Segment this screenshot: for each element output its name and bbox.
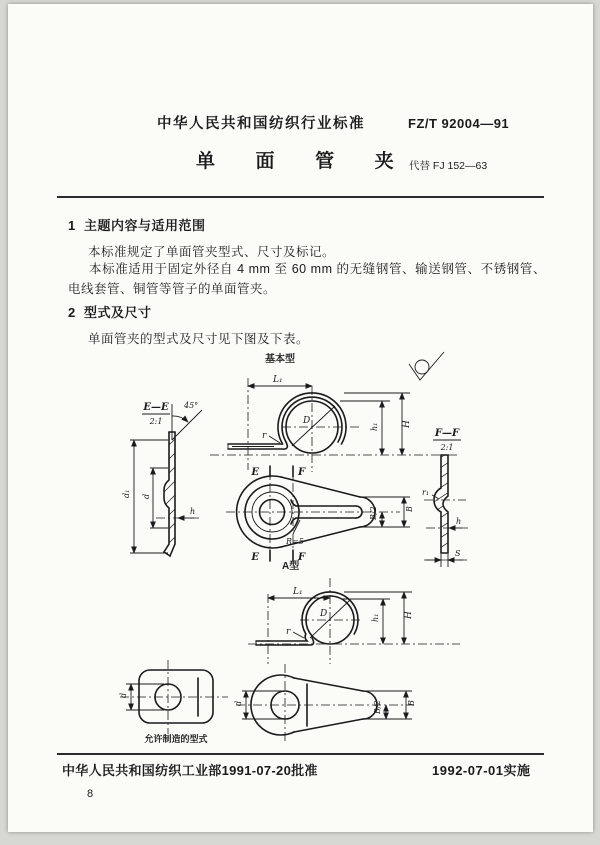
a-type-side-view xyxy=(248,578,460,664)
dim-H-atype: H xyxy=(404,611,414,619)
section-mark-F-bottom: F xyxy=(298,552,306,563)
section-mark-F-top: F xyxy=(298,467,306,478)
dim-Bhalf-aplan: B/2 xyxy=(373,700,382,714)
section-ff-view xyxy=(422,428,470,567)
dim-D-atype: D xyxy=(320,609,328,619)
dim-B-aplan: B xyxy=(407,700,416,706)
basic-side-view xyxy=(210,375,460,472)
footer-rule xyxy=(57,753,544,755)
section-ee-label: E—E xyxy=(143,402,169,413)
basic-type-label: 基本型 xyxy=(265,354,295,365)
dim-d-aplan: d xyxy=(234,700,243,706)
a-type-plan-view xyxy=(234,664,416,744)
section-ee-hatching xyxy=(156,414,186,570)
dim-B-plan: B xyxy=(405,506,414,512)
page-number: 8 xyxy=(87,788,94,800)
implementation-line: 1992-07-01实施 xyxy=(432,763,531,778)
dim-d-allowed: d xyxy=(119,692,128,698)
section-ff-hatching xyxy=(428,446,458,566)
dim-h-ff: h xyxy=(456,517,462,526)
surface-finish-icon xyxy=(409,352,444,380)
section-mark-E-bottom: E xyxy=(251,552,259,563)
a-type-label: A型 xyxy=(282,561,300,572)
dim-45deg: 45° xyxy=(184,401,199,410)
dim-L1-atype: L₁ xyxy=(293,587,303,597)
dim-h1-atype: h₁ xyxy=(371,613,380,622)
document-title: 单 面 管 夹 xyxy=(196,151,404,172)
dim-r1: r₁ xyxy=(422,488,430,497)
header-rule xyxy=(57,196,544,198)
dim-d1: d₁ xyxy=(122,489,131,498)
dim-S: S xyxy=(455,549,461,558)
dim-D-basic: D xyxy=(303,416,311,426)
dim-h1-basic: h₁ xyxy=(370,422,379,431)
dim-L1-basic: L₁ xyxy=(273,375,283,385)
dim-Bhalf-plan: B/2 xyxy=(369,506,378,520)
technical-drawing xyxy=(60,348,540,750)
standard-org-line: 中华人民共和国纺织行业标准 xyxy=(157,116,365,132)
dim-H-basic: H xyxy=(402,420,412,428)
section-ee-view xyxy=(122,401,202,570)
plan-view xyxy=(226,466,414,572)
allowed-type-label: 允许制造的型式 xyxy=(144,734,208,744)
section2-paragraph1: 单面管夹的型式及尺寸见下图及下表。 xyxy=(88,332,310,346)
section1-heading: 1 主题内容与适用范围 xyxy=(68,218,206,233)
section2-heading: 2 型式及尺寸 xyxy=(68,305,152,320)
dim-R5: R=5 xyxy=(286,537,304,546)
section1-paragraph1: 本标准规定了单面管夹型式、尺寸及标记。 xyxy=(88,245,336,259)
allowed-type-view xyxy=(119,660,228,744)
dim-h-ee: h xyxy=(190,507,196,516)
replaces-note: 代替 FJ 152—63 xyxy=(409,160,488,172)
section-ee-scale: 2:1 xyxy=(149,417,163,426)
approval-line: 中华人民共和国纺织工业部1991-07-20批准 xyxy=(62,763,318,778)
standard-number: FZ/T 92004—91 xyxy=(408,116,510,131)
section-mark-E-top: E xyxy=(251,467,259,478)
dim-r-atype: r xyxy=(286,627,291,637)
dim-d-ee: d xyxy=(142,493,151,499)
dim-r-basic: r xyxy=(262,431,267,441)
section-ff-label: F—F xyxy=(434,428,460,439)
section1-paragraph2: 本标准适用于固定外径自 4 mm 至 60 mm 的无缝钢管、输送钢管、不锈钢管、电线套管、铜管等管子的单面管夹。 xyxy=(68,262,546,296)
section-ff-scale: 2:1 xyxy=(440,443,454,452)
